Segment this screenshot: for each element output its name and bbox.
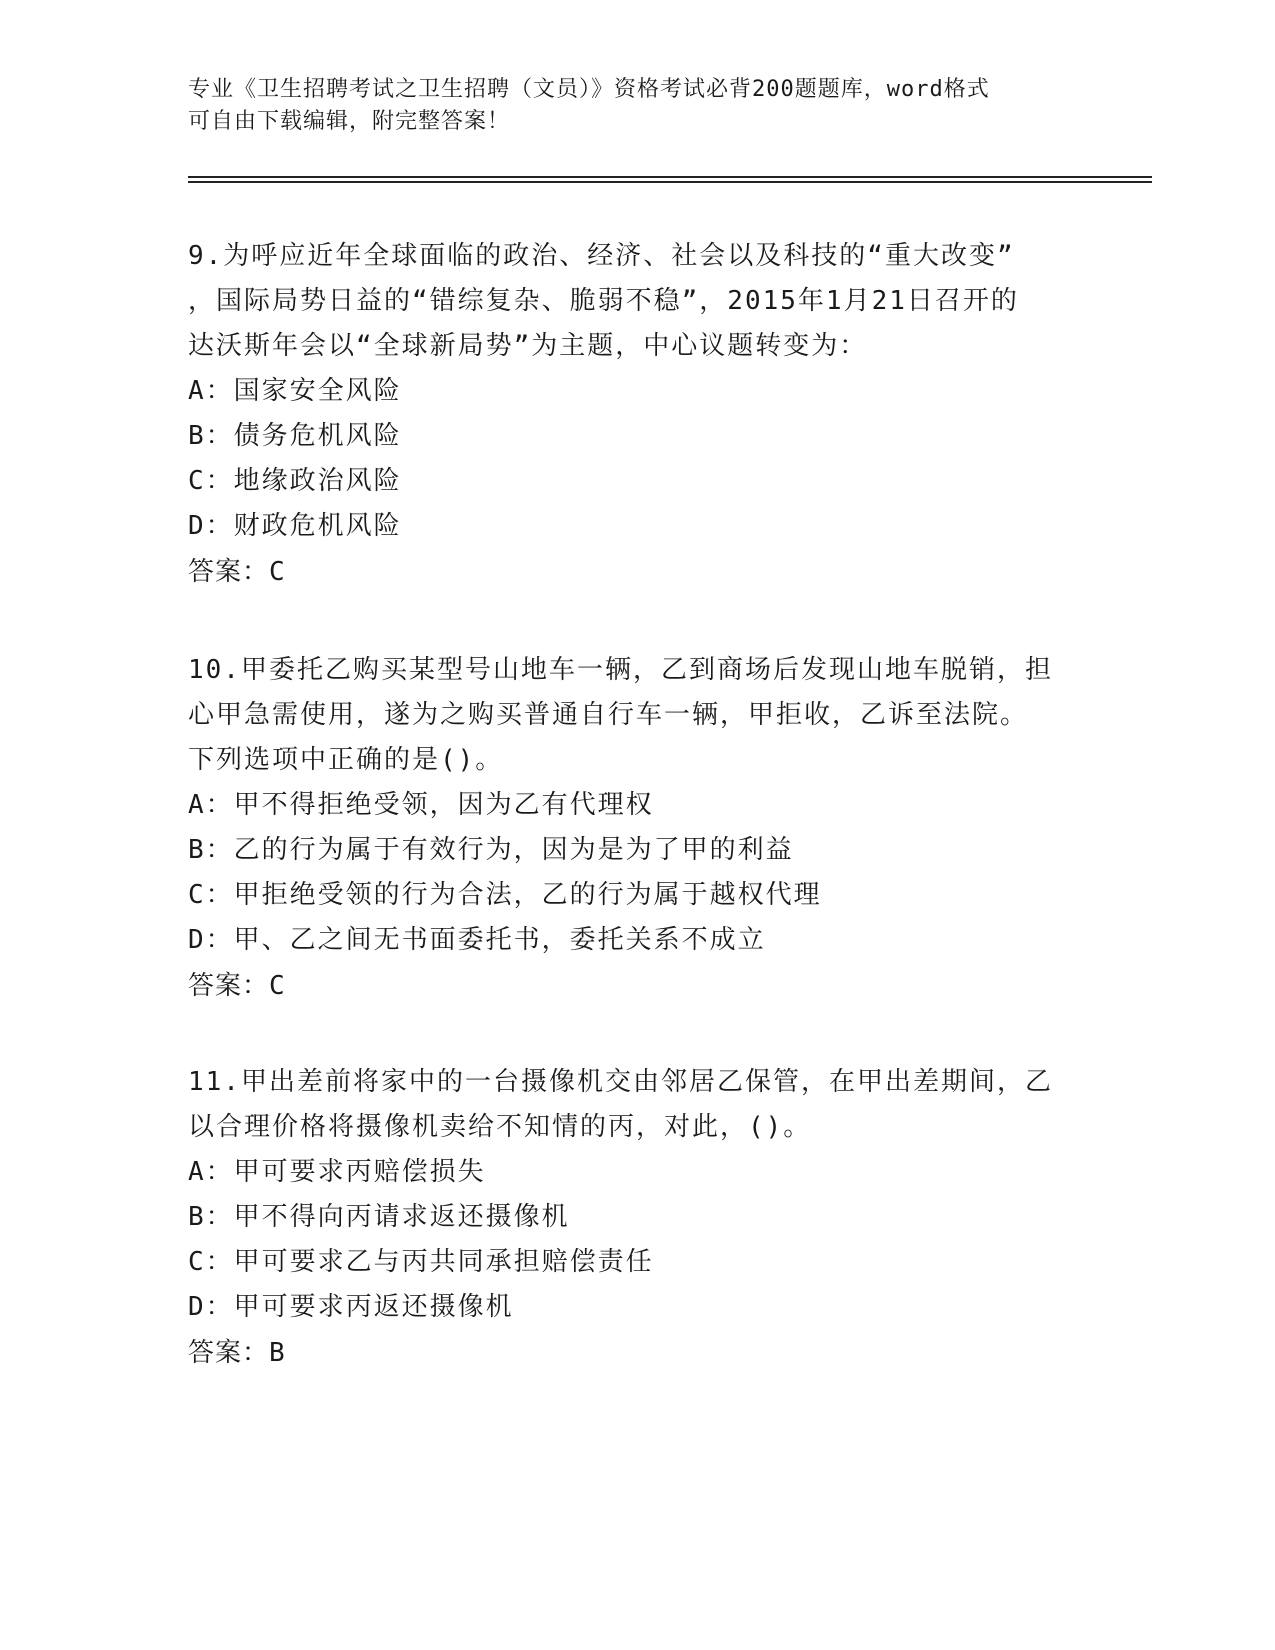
option-a: A：甲可要求丙赔偿损失: [188, 1157, 486, 1187]
stem-line: 以合理价格将摄像机卖给不知情的丙，对此，()。: [188, 1112, 812, 1142]
option-a: A：国家安全风险: [188, 376, 402, 406]
header-line-1: 专业《卫生招聘考试之卫生招聘（文员）》资格考试必背200题题库，word格式: [188, 77, 990, 102]
option-c: C：甲拒绝受领的行为合法，乙的行为属于越权代理: [188, 880, 822, 910]
option-b: B：甲不得向丙请求返还摄像机: [188, 1202, 570, 1232]
question-9: [188, 234, 1088, 595]
answer: 答案：B: [188, 1338, 286, 1368]
stem-line: 10.甲委托乙购买某型号山地车一辆，乙到商场后发现山地车脱销，担: [188, 655, 1053, 685]
question-stem: [188, 1060, 1088, 1150]
header-divider-bottom: [188, 181, 1152, 183]
header-line-2: 可自由下载编辑，附完整答案！: [188, 109, 511, 134]
stem-line: 9.为呼应近年全球面临的政治、经济、社会以及科技的“重大改变”: [188, 241, 1015, 271]
document-header: [188, 74, 1088, 138]
question-stem: [188, 234, 1088, 369]
option-c: C：地缘政治风险: [188, 466, 402, 496]
header-divider-top: [188, 176, 1152, 178]
stem-line: 心甲急需使用，遂为之购买普通自行车一辆，甲拒收，乙诉至法院。: [188, 700, 1029, 730]
option-b: B：乙的行为属于有效行为，因为是为了甲的利益: [188, 835, 794, 865]
question-stem: [188, 648, 1088, 783]
stem-line: 达沃斯年会以“全球新局势”为主题，中心议题转变为：: [188, 331, 868, 361]
option-a: A：甲不得拒绝受领，因为乙有代理权: [188, 790, 654, 820]
stem-line: ，国际局势日益的“错综复杂、脆弱不稳”，2015年1月21日召开的: [188, 286, 1019, 316]
answer: 答案：C: [188, 971, 286, 1001]
option-d: D：甲可要求丙返还摄像机: [188, 1292, 514, 1322]
question-11: [188, 1060, 1088, 1376]
option-d: D：财政危机风险: [188, 511, 402, 541]
stem-line: 下列选项中正确的是()。: [188, 745, 504, 775]
question-10: [188, 648, 1088, 1009]
option-c: C：甲可要求乙与丙共同承担赔偿责任: [188, 1247, 654, 1277]
answer: 答案：C: [188, 557, 286, 587]
option-b: B：债务危机风险: [188, 421, 402, 451]
option-d: D：甲、乙之间无书面委托书，委托关系不成立: [188, 925, 766, 955]
stem-line: 11.甲出差前将家中的一台摄像机交由邻居乙保管，在甲出差期间，乙: [188, 1067, 1053, 1097]
